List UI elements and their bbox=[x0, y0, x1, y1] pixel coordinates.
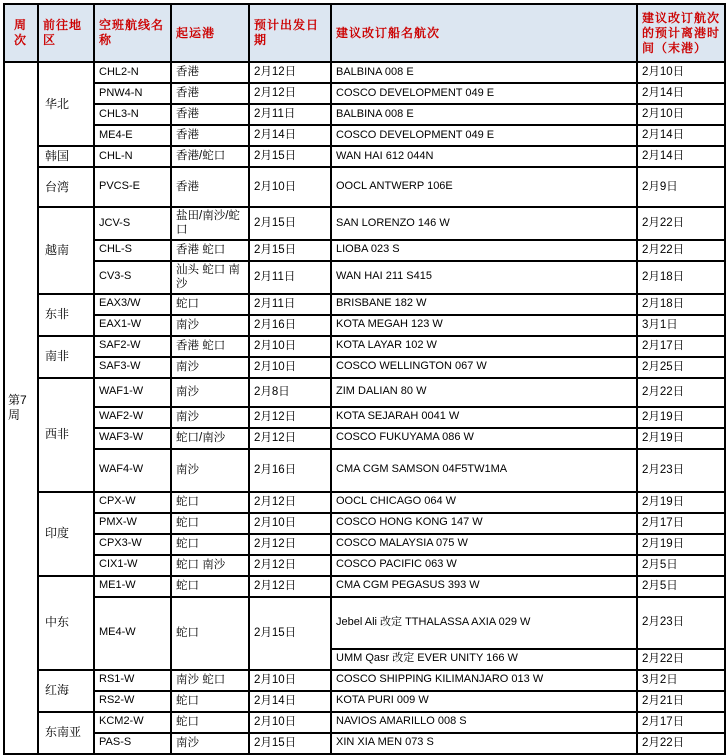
vessel-cell: WAN HAI 612 044N bbox=[331, 146, 637, 167]
port-cell: 蛇口 bbox=[171, 513, 249, 534]
depart-date-cell: 2月16日 bbox=[249, 315, 331, 336]
route-cell: ME4-E bbox=[94, 125, 171, 146]
eta-date-cell: 2月19日 bbox=[637, 428, 725, 449]
route-cell: PMX-W bbox=[94, 513, 171, 534]
region-cell: 东南亚 bbox=[38, 712, 94, 754]
eta-date-cell: 2月10日 bbox=[637, 104, 725, 125]
table-row bbox=[4, 315, 725, 336]
table-row bbox=[4, 378, 725, 407]
port-cell: 香港/蛇口 bbox=[171, 146, 249, 167]
table-row bbox=[4, 691, 725, 712]
region-cell: 印度 bbox=[38, 492, 94, 576]
eta-date-cell: 2月14日 bbox=[637, 83, 725, 104]
route-cell: RS1-W bbox=[94, 670, 171, 691]
eta-date-cell: 2月18日 bbox=[637, 261, 725, 294]
eta-date-cell: 2月19日 bbox=[637, 492, 725, 513]
depart-date-cell: 2月11日 bbox=[249, 294, 331, 315]
route-cell: CHL3-N bbox=[94, 104, 171, 125]
route-cell: CHL-S bbox=[94, 240, 171, 261]
route-cell: PVCS-E bbox=[94, 167, 171, 207]
blank-sailing-schedule-table bbox=[3, 3, 726, 755]
region-cell: 台湾 bbox=[38, 167, 94, 207]
port-cell: 蛇口 bbox=[171, 597, 249, 670]
route-cell: CPX3-W bbox=[94, 534, 171, 555]
table-row bbox=[4, 146, 725, 167]
table-row bbox=[4, 62, 725, 83]
vessel-cell: COSCO FUKUYAMA 086 W bbox=[331, 428, 637, 449]
route-cell: CPX-W bbox=[94, 492, 171, 513]
region-cell: 南非 bbox=[38, 336, 94, 378]
vessel-cell: BRISBANE 182 W bbox=[331, 294, 637, 315]
region-cell: 东非 bbox=[38, 294, 94, 336]
vessel-cell: CMA CGM SAMSON 04F5TW1MA bbox=[331, 449, 637, 492]
depart-date-cell: 2月12日 bbox=[249, 555, 331, 576]
table-row bbox=[4, 449, 725, 492]
route-cell: CV3-S bbox=[94, 261, 171, 294]
table-row bbox=[4, 357, 725, 378]
vessel-cell: Jebel Ali 改定 TTHALASSA AXIA 029 W bbox=[331, 597, 637, 649]
table-row bbox=[4, 125, 725, 146]
table-row bbox=[4, 294, 725, 315]
vessel-cell: KOTA PURI 009 W bbox=[331, 691, 637, 712]
depart-date-cell: 2月10日 bbox=[249, 670, 331, 691]
vessel-cell: COSCO DEVELOPMENT 049 E bbox=[331, 125, 637, 146]
table-row bbox=[4, 576, 725, 597]
eta-date-cell: 2月17日 bbox=[637, 712, 725, 733]
depart-date-cell: 2月10日 bbox=[249, 336, 331, 357]
vessel-cell: BALBINA 008 E bbox=[331, 62, 637, 83]
week-cell: 第7周 bbox=[4, 62, 38, 754]
depart-date-cell: 2月12日 bbox=[249, 534, 331, 555]
route-cell: EAX3/W bbox=[94, 294, 171, 315]
eta-date-cell: 2月22日 bbox=[637, 378, 725, 407]
route-cell: CIX1-W bbox=[94, 555, 171, 576]
depart-date-cell: 2月12日 bbox=[249, 62, 331, 83]
eta-date-cell: 2月14日 bbox=[637, 146, 725, 167]
depart-date-cell: 2月16日 bbox=[249, 449, 331, 492]
route-cell: EAX1-W bbox=[94, 315, 171, 336]
table-row bbox=[4, 492, 725, 513]
port-cell: 蛇口 bbox=[171, 712, 249, 733]
port-cell: 南沙 bbox=[171, 449, 249, 492]
port-cell: 香港 蛇口 bbox=[171, 240, 249, 261]
table-row bbox=[4, 670, 725, 691]
port-cell: 汕头 蛇口 南沙 bbox=[171, 261, 249, 294]
vessel-cell: CMA CGM PEGASUS 393 W bbox=[331, 576, 637, 597]
port-cell: 蛇口 bbox=[171, 492, 249, 513]
vessel-cell: OOCL ANTWERP 106E bbox=[331, 167, 637, 207]
port-cell: 香港 bbox=[171, 62, 249, 83]
table-row bbox=[4, 240, 725, 261]
depart-date-cell: 2月10日 bbox=[249, 513, 331, 534]
eta-date-cell: 2月10日 bbox=[637, 62, 725, 83]
vessel-cell: ZIM DALIAN 80 W bbox=[331, 378, 637, 407]
table-row bbox=[4, 336, 725, 357]
table-row bbox=[4, 207, 725, 240]
depart-date-cell: 2月12日 bbox=[249, 428, 331, 449]
port-cell: 南沙 蛇口 bbox=[171, 670, 249, 691]
eta-date-cell: 2月5日 bbox=[637, 576, 725, 597]
eta-date-cell: 2月22日 bbox=[637, 207, 725, 240]
depart-date-cell: 2月12日 bbox=[249, 576, 331, 597]
eta-date-cell: 2月17日 bbox=[637, 513, 725, 534]
route-cell: PAS-S bbox=[94, 733, 171, 754]
depart-date-cell: 2月11日 bbox=[249, 261, 331, 294]
table-row bbox=[4, 83, 725, 104]
eta-date-cell: 2月18日 bbox=[637, 294, 725, 315]
depart-date-cell: 2月10日 bbox=[249, 712, 331, 733]
vessel-cell: COSCO SHIPPING KILIMANJARO 013 W bbox=[331, 670, 637, 691]
route-cell: PNW4-N bbox=[94, 83, 171, 104]
route-cell: CHL-N bbox=[94, 146, 171, 167]
route-cell: WAF3-W bbox=[94, 428, 171, 449]
region-cell: 华北 bbox=[38, 62, 94, 146]
header-region: 前往地区 bbox=[38, 4, 94, 62]
eta-date-cell: 2月22日 bbox=[637, 649, 725, 670]
header-departure-date: 预计出发日期 bbox=[249, 4, 331, 62]
route-cell: CHL2-N bbox=[94, 62, 171, 83]
vessel-cell: NAVIOS AMARILLO 008 S bbox=[331, 712, 637, 733]
port-cell: 盐田/南沙/蛇口 bbox=[171, 207, 249, 240]
region-cell: 西非 bbox=[38, 378, 94, 492]
header-route-name: 空班航线名称 bbox=[94, 4, 171, 62]
depart-date-cell: 2月15日 bbox=[249, 146, 331, 167]
depart-date-cell: 2月8日 bbox=[249, 378, 331, 407]
eta-date-cell: 2月22日 bbox=[637, 733, 725, 754]
header-suggested-vessel: 建议改订船名航次 bbox=[331, 4, 637, 62]
eta-date-cell: 3月1日 bbox=[637, 315, 725, 336]
route-cell: SAF3-W bbox=[94, 357, 171, 378]
vessel-cell: KOTA MEGAH 123 W bbox=[331, 315, 637, 336]
port-cell: 蛇口 bbox=[171, 534, 249, 555]
vessel-cell: COSCO PACIFIC 063 W bbox=[331, 555, 637, 576]
route-cell: KCM2-W bbox=[94, 712, 171, 733]
region-cell: 红海 bbox=[38, 670, 94, 712]
vessel-cell: COSCO WELLINGTON 067 W bbox=[331, 357, 637, 378]
region-cell: 越南 bbox=[38, 207, 94, 294]
table-row bbox=[4, 555, 725, 576]
route-cell: JCV-S bbox=[94, 207, 171, 240]
eta-date-cell: 2月14日 bbox=[637, 125, 725, 146]
port-cell: 香港 蛇口 bbox=[171, 336, 249, 357]
table-header-row bbox=[4, 4, 725, 62]
eta-date-cell: 2月17日 bbox=[637, 336, 725, 357]
depart-date-cell: 2月15日 bbox=[249, 733, 331, 754]
header-origin-port: 起运港 bbox=[171, 4, 249, 62]
port-cell: 香港 bbox=[171, 125, 249, 146]
table-row bbox=[4, 261, 725, 294]
vessel-cell: KOTA SEJARAH 0041 W bbox=[331, 407, 637, 428]
depart-date-cell: 2月12日 bbox=[249, 407, 331, 428]
port-cell: 蛇口 bbox=[171, 576, 249, 597]
port-cell: 蛇口 南沙 bbox=[171, 555, 249, 576]
eta-date-cell: 2月19日 bbox=[637, 407, 725, 428]
port-cell: 南沙 bbox=[171, 315, 249, 336]
table-row bbox=[4, 597, 725, 649]
table-row bbox=[4, 534, 725, 555]
port-cell: 香港 bbox=[171, 167, 249, 207]
depart-date-cell: 2月10日 bbox=[249, 167, 331, 207]
eta-date-cell: 2月23日 bbox=[637, 597, 725, 649]
table-row bbox=[4, 428, 725, 449]
route-cell: WAF2-W bbox=[94, 407, 171, 428]
route-cell: ME4-W bbox=[94, 597, 171, 670]
eta-date-cell: 2月25日 bbox=[637, 357, 725, 378]
port-cell: 南沙 bbox=[171, 733, 249, 754]
port-cell: 蛇口 bbox=[171, 691, 249, 712]
depart-date-cell: 2月12日 bbox=[249, 83, 331, 104]
table-row bbox=[4, 167, 725, 207]
vessel-cell: OOCL CHICAGO 064 W bbox=[331, 492, 637, 513]
header-week: 周次 bbox=[4, 4, 38, 62]
depart-date-cell: 2月15日 bbox=[249, 240, 331, 261]
route-cell: WAF4-W bbox=[94, 449, 171, 492]
eta-date-cell: 2月22日 bbox=[637, 240, 725, 261]
table-row bbox=[4, 104, 725, 125]
depart-date-cell: 2月12日 bbox=[249, 492, 331, 513]
port-cell: 南沙 bbox=[171, 378, 249, 407]
eta-date-cell: 2月5日 bbox=[637, 555, 725, 576]
vessel-cell: WAN HAI 211 S415 bbox=[331, 261, 637, 294]
depart-date-cell: 2月11日 bbox=[249, 104, 331, 125]
port-cell: 香港 bbox=[171, 104, 249, 125]
depart-date-cell: 2月15日 bbox=[249, 597, 331, 670]
port-cell: 蛇口 bbox=[171, 294, 249, 315]
port-cell: 南沙 bbox=[171, 357, 249, 378]
port-cell: 蛇口/南沙 bbox=[171, 428, 249, 449]
vessel-cell: UMM Qasr 改定 EVER UNITY 166 W bbox=[331, 649, 637, 670]
depart-date-cell: 2月10日 bbox=[249, 357, 331, 378]
port-cell: 南沙 bbox=[171, 407, 249, 428]
region-cell: 韩国 bbox=[38, 146, 94, 167]
route-cell: WAF1-W bbox=[94, 378, 171, 407]
table-body bbox=[4, 62, 725, 754]
vessel-cell: COSCO DEVELOPMENT 049 E bbox=[331, 83, 637, 104]
eta-date-cell: 2月9日 bbox=[637, 167, 725, 207]
depart-date-cell: 2月15日 bbox=[249, 207, 331, 240]
eta-date-cell: 3月2日 bbox=[637, 670, 725, 691]
vessel-cell: COSCO MALAYSIA 075 W bbox=[331, 534, 637, 555]
vessel-cell: SAN LORENZO 146 W bbox=[331, 207, 637, 240]
eta-date-cell: 2月21日 bbox=[637, 691, 725, 712]
vessel-cell: BALBINA 008 E bbox=[331, 104, 637, 125]
vessel-cell: KOTA LAYAR 102 W bbox=[331, 336, 637, 357]
vessel-cell: XIN XIA MEN 073 S bbox=[331, 733, 637, 754]
eta-date-cell: 2月23日 bbox=[637, 449, 725, 492]
route-cell: ME1-W bbox=[94, 576, 171, 597]
table-row bbox=[4, 733, 725, 754]
table-row bbox=[4, 513, 725, 534]
vessel-cell: COSCO HONG KONG 147 W bbox=[331, 513, 637, 534]
table-row bbox=[4, 407, 725, 428]
region-cell: 中东 bbox=[38, 576, 94, 670]
route-cell: RS2-W bbox=[94, 691, 171, 712]
depart-date-cell: 2月14日 bbox=[249, 691, 331, 712]
route-cell: SAF2-W bbox=[94, 336, 171, 357]
port-cell: 香港 bbox=[171, 83, 249, 104]
depart-date-cell: 2月14日 bbox=[249, 125, 331, 146]
table-row bbox=[4, 712, 725, 733]
eta-date-cell: 2月19日 bbox=[637, 534, 725, 555]
header-eta-last-port: 建议改订航次的预计离港时间（末港） bbox=[637, 4, 725, 62]
vessel-cell: LIOBA 023 S bbox=[331, 240, 637, 261]
